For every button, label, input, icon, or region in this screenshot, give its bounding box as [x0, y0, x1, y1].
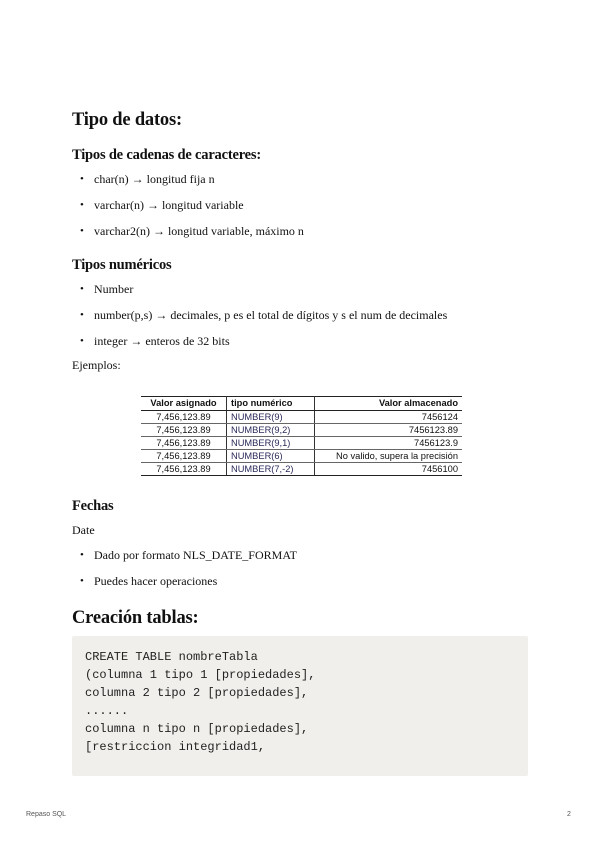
bullet-icon: •: [80, 225, 84, 237]
list-item-text: varchar2(n) → longitud variable, máximo n: [94, 224, 304, 238]
list-item: [72, 334, 447, 360]
cell-valor-asignado: 7,456,123.89: [141, 411, 227, 424]
cell-tipo-numerico: NUMBER(6): [227, 450, 315, 463]
list-item-text: Number: [94, 282, 134, 296]
code-line: (columna 1 tipo 1 [propiedades],: [85, 668, 316, 682]
cell-valor-almacenado: 7456124: [315, 411, 463, 424]
cell-valor-almacenado: No valido, supera la precisión: [315, 450, 463, 463]
list-item: [72, 172, 304, 198]
cell-tipo-numerico: NUMBER(9,1): [227, 437, 315, 450]
heading-creacion-tablas: Creación tablas:: [72, 608, 199, 628]
bullet-icon: •: [80, 173, 84, 185]
cell-valor-asignado: 7,456,123.89: [141, 424, 227, 437]
code-block: [72, 636, 528, 776]
list-item: [72, 198, 304, 224]
bullet-icon: •: [80, 335, 84, 347]
list-item-text: integer → enteros de 32 bits: [94, 334, 230, 348]
heading-fechas: Fechas: [72, 498, 114, 514]
code-line: columna 2 tipo 2 [propiedades],: [85, 686, 309, 700]
table-row: [141, 437, 462, 450]
bullet-icon: •: [80, 283, 84, 295]
table-row: [141, 411, 462, 424]
bullet-icon: •: [80, 199, 84, 211]
list-item: [72, 548, 297, 574]
list-item: [72, 574, 297, 600]
table-header-row: [141, 397, 462, 411]
list-item-text: varchar(n) → longitud variable: [94, 198, 244, 212]
list-item: [72, 282, 447, 308]
fechas-list: [72, 548, 297, 600]
table-row: [141, 463, 462, 476]
cell-valor-asignado: 7,456,123.89: [141, 450, 227, 463]
bullet-icon: •: [80, 575, 84, 587]
cadenas-list: [72, 172, 304, 250]
number-examples-table-figure: [141, 396, 462, 476]
list-item-text: number(p,s) → decimales, p es el total de dígitos y s el num de decimales: [94, 308, 448, 322]
cell-valor-asignado: 7,456,123.89: [141, 437, 227, 450]
footer-page-number: 2: [567, 811, 571, 818]
cell-tipo-numerico: NUMBER(7,-2): [227, 463, 315, 476]
heading-tipos-cadenas: Tipos de cadenas de caracteres:: [72, 147, 261, 163]
list-item: [72, 308, 447, 334]
column-header-tipo-numerico: tipo numérico: [227, 397, 315, 411]
cell-valor-asignado: 7,456,123.89: [141, 463, 227, 476]
list-item-text: Dado por formato NLS_DATE_FORMAT: [94, 548, 297, 562]
cell-valor-almacenado: 7456123.89: [315, 424, 463, 437]
bullet-icon: •: [80, 549, 84, 561]
cell-valor-almacenado: 7456123.9: [315, 437, 463, 450]
column-header-valor-almacenado: Valor almacenado: [315, 397, 463, 411]
cell-tipo-numerico: NUMBER(9,2): [227, 424, 315, 437]
cell-valor-almacenado: 7456100: [315, 463, 463, 476]
code-line: [restriccion integridad1,: [85, 740, 266, 754]
code-line: columna n tipo n [propiedades],: [85, 722, 309, 736]
date-label: Date: [72, 523, 95, 537]
column-header-valor-asignado: Valor asignado: [141, 397, 227, 411]
heading-tipo-de-datos: Tipo de datos:: [72, 110, 182, 130]
footer-title: Repaso SQL: [26, 811, 67, 818]
table-row: [141, 450, 462, 463]
list-item-text: char(n) → longitud fija n: [94, 172, 215, 186]
list-item: [72, 224, 304, 250]
numericos-list: [72, 282, 447, 360]
cell-tipo-numerico: NUMBER(9): [227, 411, 315, 424]
code-line: ......: [85, 704, 129, 718]
bullet-icon: •: [80, 309, 84, 321]
ejemplos-label: Ejemplos:: [72, 358, 121, 372]
table-row: [141, 424, 462, 437]
code-line: CREATE TABLE nombreTabla: [85, 650, 258, 664]
heading-tipos-numericos: Tipos numéricos: [72, 257, 172, 273]
number-examples-table: [141, 396, 462, 476]
list-item-text: Puedes hacer operaciones: [94, 574, 218, 588]
